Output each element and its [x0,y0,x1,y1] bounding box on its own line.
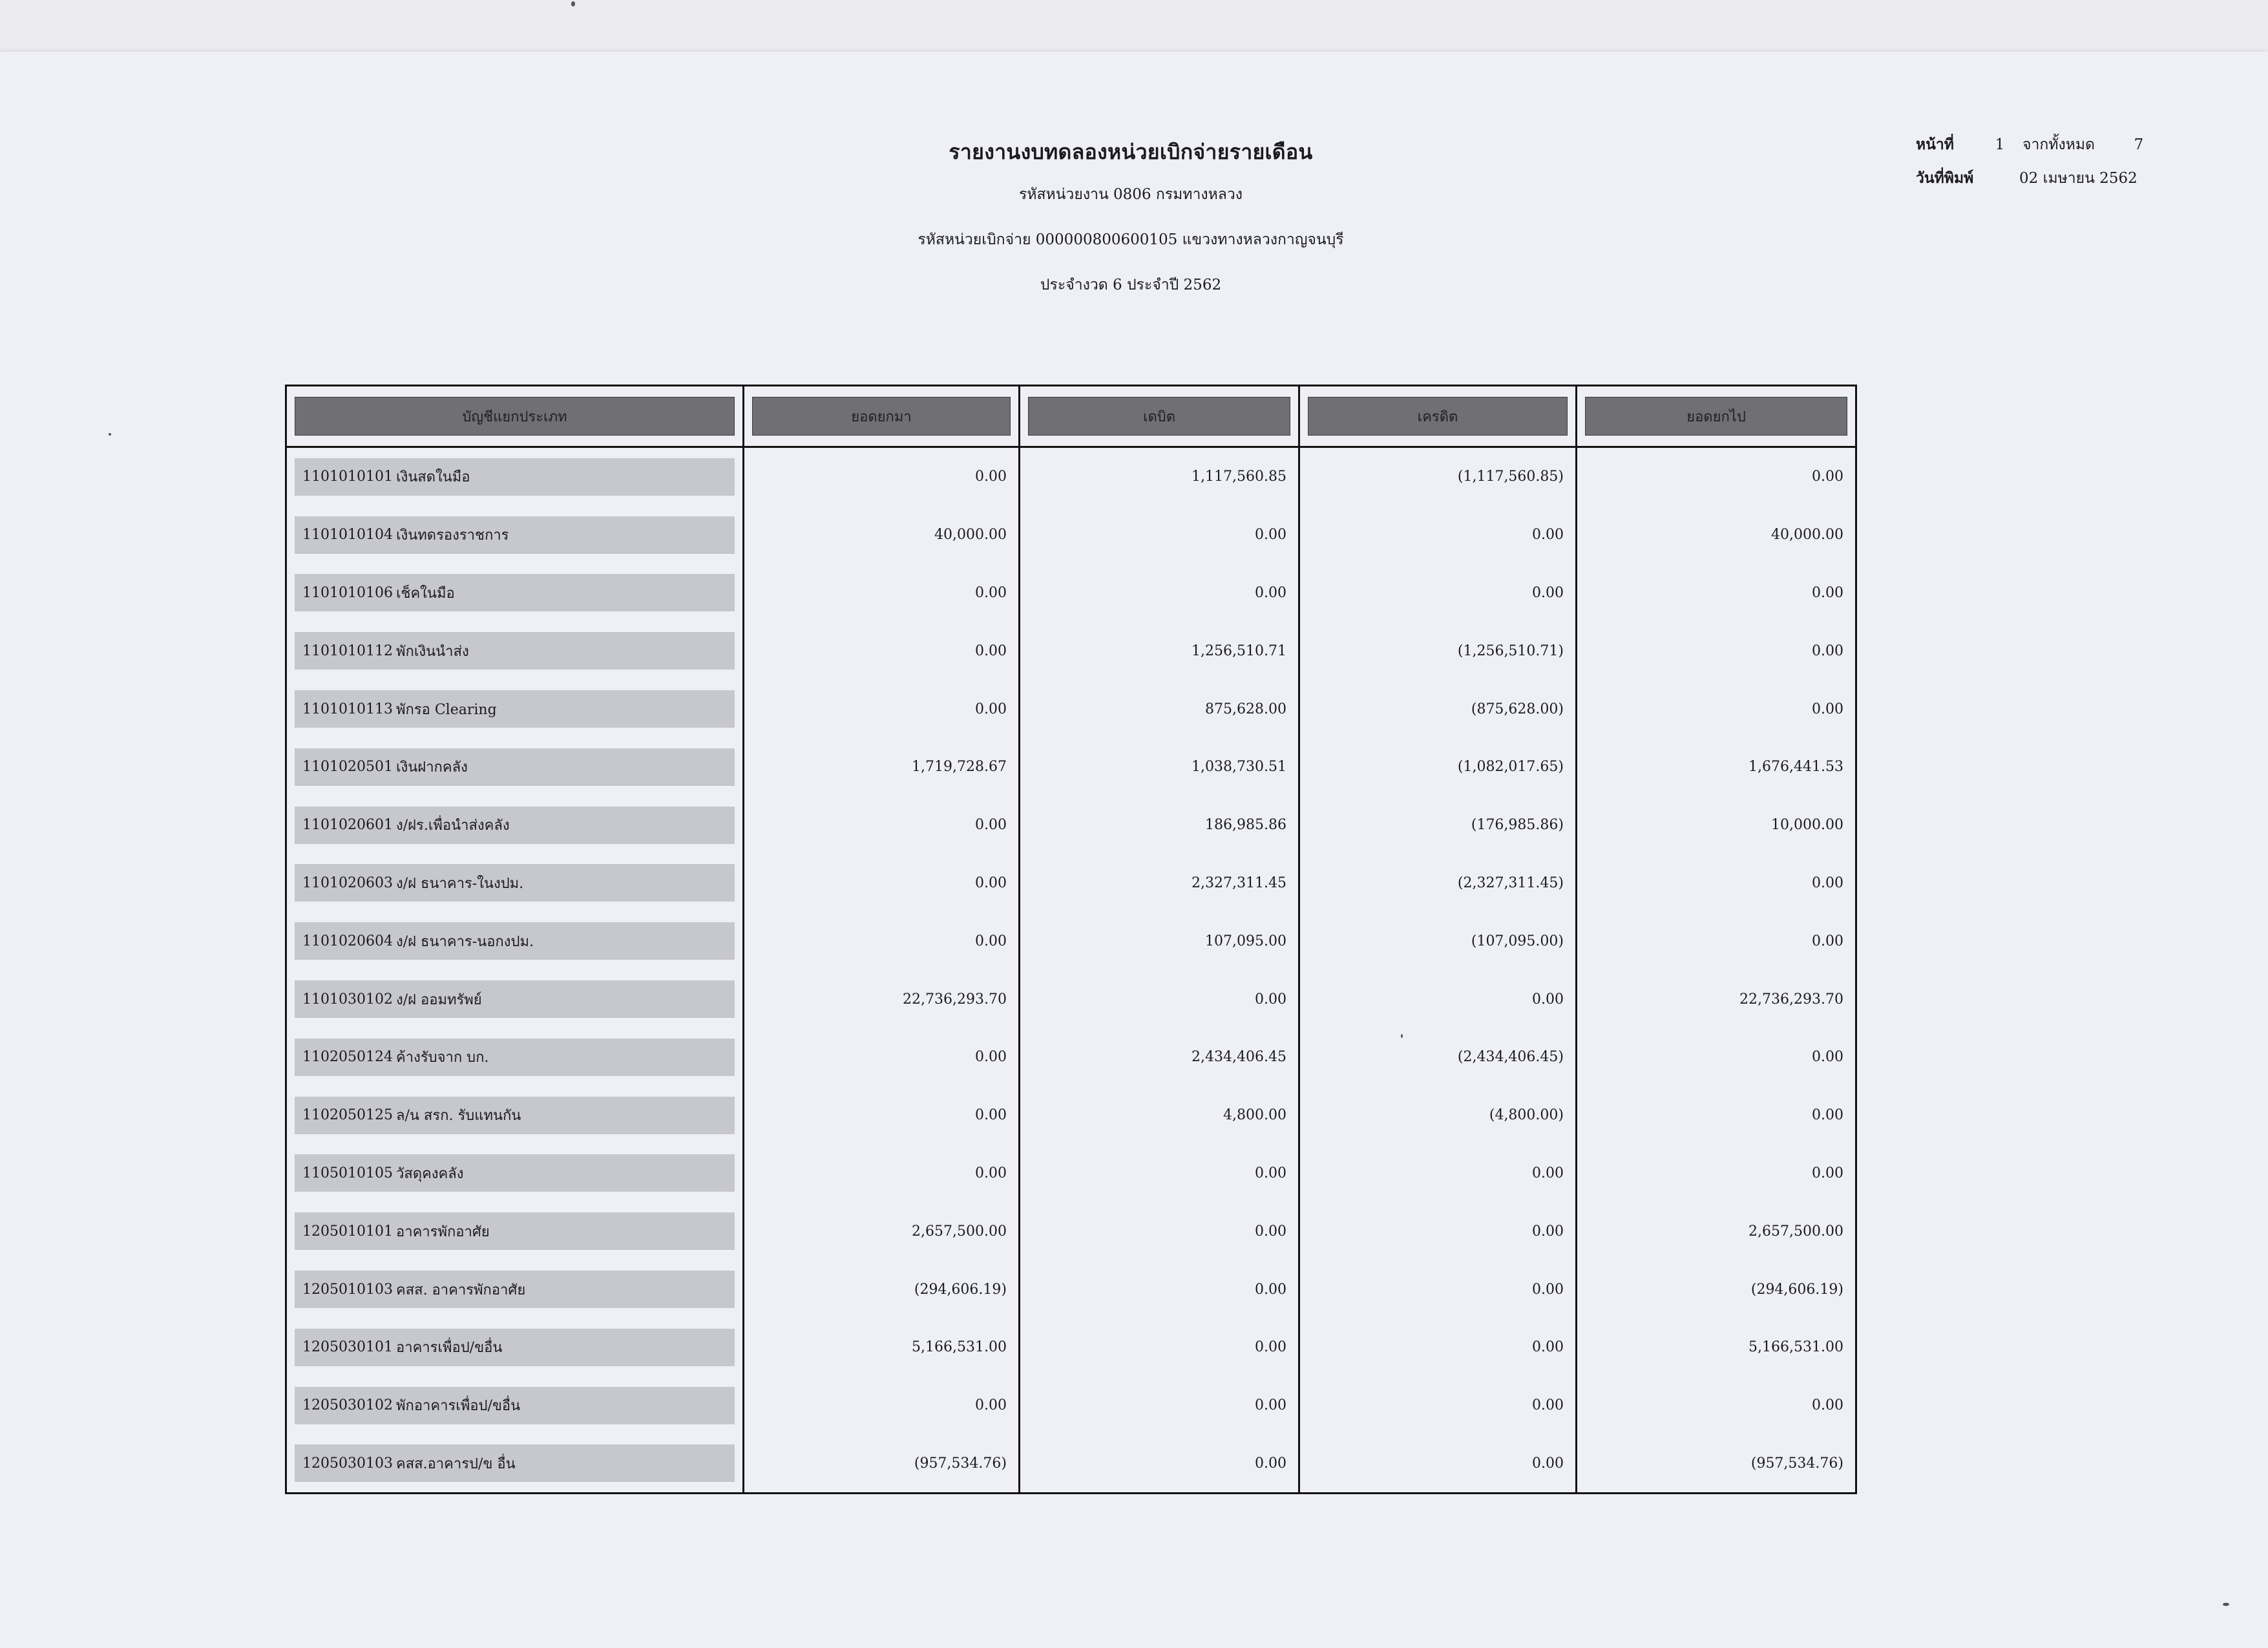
credit-value: (1,256,510.71) [1299,622,1577,680]
table-header [286,386,1856,447]
brought-forward-value: 22,736,293.70 [744,970,1020,1028]
account-cell [286,1202,744,1260]
account-code: 1101020604 [302,933,393,949]
column-header-brought-forward: ยอดยกมา [744,386,1020,447]
carried-forward-value: 0.00 [1577,622,1856,680]
credit-value: 0.00 [1299,1318,1577,1377]
account-code: 1101010112 [302,642,393,659]
account-cell [286,564,744,622]
carried-forward-value: 2,657,500.00 [1577,1202,1856,1260]
table-row [286,1202,1856,1260]
account-name: อาคารเพื่อป/ขอื่น [396,1340,503,1357]
brought-forward-value: 1,719,728.67 [744,738,1020,796]
account-code: 1101030102 [302,991,393,1008]
carried-forward-value: 0.00 [1577,1377,1856,1435]
column-header-credit: เครดิต [1299,386,1577,447]
brought-forward-value: 0.00 [744,622,1020,680]
page-number: 1 [1995,136,2005,153]
account-name: คสส. อาคารพักอาศัย [396,1282,526,1298]
account-code: 1102050125 [302,1107,393,1124]
credit-value: 0.00 [1299,1435,1577,1494]
debit-value: 2,434,406.45 [1020,1028,1299,1086]
debit-value: 0.00 [1020,1435,1299,1494]
account-code: 1102050124 [302,1049,393,1066]
carried-forward-value: 0.00 [1577,854,1856,913]
account-name: พักเงินนำส่ง [396,643,469,660]
table-row [286,854,1856,913]
account-name: คสส.อาคารป/ข อื่น [396,1455,516,1472]
account-cell [286,796,744,854]
account-name: ง/ฝ ออมทรัพย์ [396,991,482,1008]
carried-forward-value: 0.00 [1577,564,1856,622]
account-cell [286,1145,744,1203]
debit-value: 0.00 [1020,1318,1299,1377]
brought-forward-value: (294,606.19) [744,1260,1020,1318]
carried-forward-value: 0.00 [1577,447,1856,506]
account-cell [286,1028,744,1086]
period-line: ประจำงวด 6 ประจำปี 2562 [1040,277,1222,293]
account-code: 1101020601 [302,817,393,834]
account-name: ง/ฝร.เพื่อนำส่งคลัง [396,818,510,834]
carried-forward-value: (294,606.19) [1577,1260,1856,1318]
table-row [286,912,1856,970]
of-total-label: จากทั้งหมด [2022,136,2095,153]
credit-value: (176,985.86) [1299,796,1577,854]
account-code: 1101010101 [302,469,393,485]
column-header-carried-forward: ยอดยกไป [1577,386,1856,447]
account-name: ง/ฝ ธนาคาร-ในงปม. [396,875,524,892]
account-cell [286,506,744,564]
debit-value: 107,095.00 [1020,912,1299,970]
table-row [286,1318,1856,1377]
credit-value: (1,117,560.85) [1299,447,1577,506]
credit-value: (2,434,406.45) [1299,1028,1577,1086]
carried-forward-value: 10,000.00 [1577,796,1856,854]
account-name: วัสดุคงคลัง [396,1165,464,1182]
column-header-account: บัญชีแยกประเภท [286,386,744,447]
account-code: 1101020501 [302,759,393,776]
debit-value: 186,985.86 [1020,796,1299,854]
debit-value: 0.00 [1020,1145,1299,1203]
table-row [286,1377,1856,1435]
brought-forward-value: 0.00 [744,1086,1020,1145]
table-row [286,506,1856,564]
account-name: เช็คในมือ [396,585,455,602]
table-row [286,738,1856,796]
print-date: 02 เมษายน 2562 [2019,170,2137,187]
account-cell [286,622,744,680]
debit-value: 0.00 [1020,1260,1299,1318]
table-row [286,680,1856,738]
brought-forward-value: 0.00 [744,564,1020,622]
carried-forward-value: 0.00 [1577,680,1856,738]
debit-value: 1,256,510.71 [1020,622,1299,680]
account-name: ง/ฝ ธนาคาร-นอกงปม. [396,933,534,950]
debit-value: 0.00 [1020,1202,1299,1260]
brought-forward-value: 0.00 [744,1377,1020,1435]
carried-forward-value: (957,534.76) [1577,1435,1856,1494]
carried-forward-value: 40,000.00 [1577,506,1856,564]
credit-value: (875,628.00) [1299,680,1577,738]
page-label: หน้าที่ [1916,136,1954,153]
brought-forward-value: 0.00 [744,854,1020,913]
print-date-label: วันที่พิมพ์ [1916,169,1974,187]
table-row [286,1086,1856,1145]
debit-value: 875,628.00 [1020,680,1299,738]
account-cell [286,447,744,506]
debit-value: 0.00 [1020,970,1299,1028]
account-code: 1101010106 [302,584,393,601]
credit-value: (107,095.00) [1299,912,1577,970]
credit-value: 0.00 [1299,564,1577,622]
debit-value: 2,327,311.45 [1020,854,1299,913]
report-header [840,136,1422,297]
account-cell [286,1377,744,1435]
brought-forward-value: 0.00 [744,796,1020,854]
account-name: ค้างรับจาก บก. [396,1050,489,1066]
table-row [286,1028,1856,1086]
debit-value: 1,038,730.51 [1020,738,1299,796]
account-code: 1205010101 [302,1223,393,1240]
column-header-debit: เดบิต [1020,386,1299,447]
page-count-row [1916,128,2148,162]
credit-value: 0.00 [1299,1202,1577,1260]
credit-value: (1,082,017.65) [1299,738,1577,796]
debit-value: 0.00 [1020,564,1299,622]
carried-forward-value: 22,736,293.70 [1577,970,1856,1028]
account-name: อาคารพักอาศัย [396,1223,490,1240]
agency-line: รหัสหน่วยงาน 0806 กรมทางหลวง [1019,186,1243,203]
debit-value: 1,117,560.85 [1020,447,1299,506]
table-row [286,1260,1856,1318]
account-code: 1101010113 [302,701,393,717]
carried-forward-value: 0.00 [1577,912,1856,970]
account-name: เงินสดในมือ [396,469,470,486]
account-code: 1205030101 [302,1339,393,1356]
scan-speck [571,1,575,6]
carried-forward-value: 0.00 [1577,1145,1856,1203]
brought-forward-value: 0.00 [744,447,1020,506]
account-code: 1205030103 [302,1455,393,1472]
brought-forward-value: 2,657,500.00 [744,1202,1020,1260]
account-cell [286,1318,744,1377]
account-code: 1101010104 [302,527,393,544]
account-name: ล/น สรก. รับแทนกัน [396,1108,521,1125]
brought-forward-value: 40,000.00 [744,506,1020,564]
scan-speck [2223,1603,2229,1606]
account-cell [286,1086,744,1145]
brought-forward-value: 0.00 [744,1028,1020,1086]
table-row [286,1145,1856,1203]
report-title: รายงานงบทดลองหน่วยเบิกจ่ายรายเดือน [949,140,1313,164]
account-code: 1205030102 [302,1397,393,1414]
credit-value: 0.00 [1299,1377,1577,1435]
brought-forward-value: 0.00 [744,1145,1020,1203]
page-meta [1916,128,2148,195]
account-cell [286,680,744,738]
account-cell [286,1435,744,1494]
account-cell [286,854,744,913]
carried-forward-value: 1,676,441.53 [1577,738,1856,796]
account-code: 1101020603 [302,874,393,891]
table-row [286,622,1856,680]
table-row [286,796,1856,854]
credit-value: (4,800.00) [1299,1086,1577,1145]
account-name: พักรอ Clearing [396,701,497,718]
scan-speck [109,433,111,436]
table-row [286,970,1856,1028]
account-cell [286,738,744,796]
table-row [286,447,1856,506]
print-date-row [1916,162,2148,195]
table-body [286,447,1856,1494]
account-cell [286,970,744,1028]
account-name: เงินทดรองราชการ [396,527,509,544]
credit-value: 0.00 [1299,970,1577,1028]
account-cell [286,912,744,970]
total-pages: 7 [2134,136,2144,153]
brought-forward-value: 0.00 [744,912,1020,970]
debit-value: 0.00 [1020,1377,1299,1435]
account-name: เงินฝากคลัง [396,759,468,776]
carried-forward-value: 0.00 [1577,1028,1856,1086]
carried-forward-value: 5,166,531.00 [1577,1318,1856,1377]
credit-value: 0.00 [1299,506,1577,564]
account-name: พักอาคารเพื่อป/ขอื่น [396,1398,521,1415]
debit-value: 0.00 [1020,506,1299,564]
account-code: 1105010105 [302,1165,393,1181]
table-row [286,1435,1856,1494]
account-cell [286,1260,744,1318]
carried-forward-value: 0.00 [1577,1086,1856,1145]
brought-forward-value: 5,166,531.00 [744,1318,1020,1377]
debit-value: 4,800.00 [1020,1086,1299,1145]
credit-value: 0.00 [1299,1145,1577,1203]
account-code: 1205010103 [302,1281,393,1298]
credit-value: 0.00 [1299,1260,1577,1318]
table-row [286,564,1856,622]
trial-balance-table [285,385,1857,1494]
credit-value: (2,327,311.45) [1299,854,1577,913]
brought-forward-value: (957,534.76) [744,1435,1020,1494]
brought-forward-value: 0.00 [744,680,1020,738]
disbursement-unit-line: รหัสหน่วยเบิกจ่าย 000000800600105 แขวงทางหลวงกาญจนบุรี [918,231,1344,248]
